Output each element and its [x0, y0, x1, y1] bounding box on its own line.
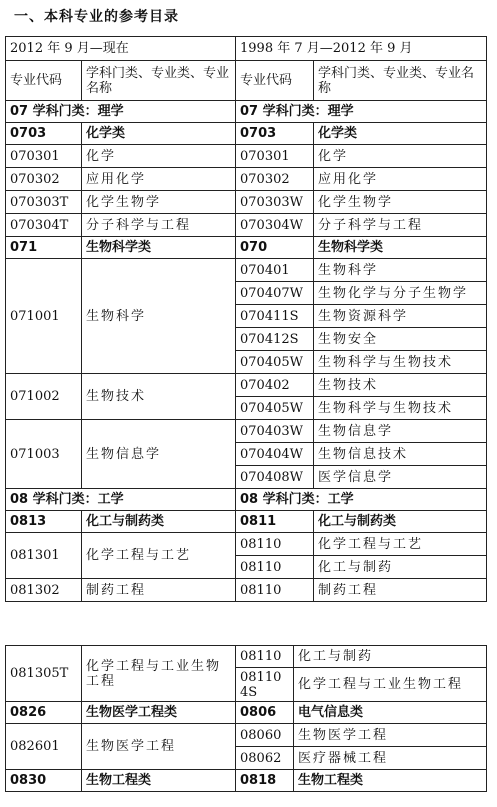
- major-name: 应用化学: [82, 168, 236, 191]
- major-code: 071003: [6, 420, 82, 489]
- major-name: 生物医学工程: [294, 724, 487, 747]
- class-name: 生物医学工程类: [82, 702, 236, 724]
- class-name: 生物科学类: [82, 237, 236, 259]
- major-code: 070411S: [236, 305, 314, 328]
- major-code: 08110: [236, 533, 314, 556]
- major-code: 070304W: [236, 214, 314, 237]
- catalog-table-part1: [5, 36, 487, 602]
- major-name: 医疗器械工程: [294, 747, 487, 770]
- major-name: 生物信息技术: [314, 443, 487, 466]
- major-name: 生物科学: [82, 259, 236, 374]
- major-code: 082601: [6, 724, 82, 770]
- major-name: 制药工程: [314, 579, 487, 602]
- class-code: 071: [6, 237, 82, 259]
- major-code: 070405W: [236, 351, 314, 374]
- major-name: 化学: [82, 145, 236, 168]
- left-period-header: 2012 年 9 月—现在: [6, 37, 236, 61]
- major-code: 08060: [236, 724, 294, 747]
- major-code: 070407W: [236, 282, 314, 305]
- class-name: 化学类: [82, 123, 236, 145]
- class-code: 0806: [236, 702, 294, 724]
- class-code: 0830: [6, 770, 82, 792]
- major-code: 070301: [6, 145, 82, 168]
- major-name: 化学工程与工业生物工程: [82, 646, 236, 702]
- major-name: 化学工程与工艺: [82, 533, 236, 579]
- class-name: 化工与制药类: [82, 511, 236, 533]
- class-name: 生物工程类: [82, 770, 236, 792]
- major-code: 08110: [236, 556, 314, 579]
- major-code: 070303W: [236, 191, 314, 214]
- class-name: 生物工程类: [294, 770, 487, 792]
- major-code: 070408W: [236, 466, 314, 489]
- major-name: 分子科学与工程: [82, 214, 236, 237]
- major-name: 生物技术: [314, 374, 487, 397]
- major-name: 生物化学与分子生物学: [314, 282, 487, 305]
- major-code: 070302: [236, 168, 314, 191]
- major-name: 生物技术: [82, 374, 236, 420]
- class-name: 生物科学类: [314, 237, 487, 259]
- major-name: 生物安全: [314, 328, 487, 351]
- major-name: 化学工程与工业生物工程: [294, 668, 487, 702]
- catalog-table-part2: [5, 645, 487, 792]
- major-code: 081302: [6, 579, 82, 602]
- right-name-header: 学科门类、专业类、专业名称: [314, 61, 487, 101]
- left-code-header: 专业代码: [6, 61, 82, 101]
- right-code-header: 专业代码: [236, 61, 314, 101]
- class-name: 化工与制药类: [314, 511, 487, 533]
- major-name: 化学: [314, 145, 487, 168]
- major-name: 化学工程与工艺: [314, 533, 487, 556]
- major-name: 生物信息学: [82, 420, 236, 489]
- major-code: 071001: [6, 259, 82, 374]
- right-period-header: 1998 年 7 月—2012 年 9 月: [236, 37, 487, 61]
- major-code: 08110: [236, 579, 314, 602]
- major-name: 生物科学: [314, 259, 487, 282]
- class-code: 0818: [236, 770, 294, 792]
- major-name: 化学生物学: [314, 191, 487, 214]
- major-name: 化工与制药: [294, 646, 487, 668]
- class-code: 0703: [236, 123, 314, 145]
- major-name: 生物医学工程: [82, 724, 236, 770]
- class-code: 0811: [236, 511, 314, 533]
- major-code: 070412S: [236, 328, 314, 351]
- major-code: 070303T: [6, 191, 82, 214]
- category-row-right: 07 学科门类：理学: [236, 101, 487, 123]
- category-row-left: 07 学科门类：理学: [6, 101, 236, 123]
- category-row-left: 08 学科门类：工学: [6, 489, 236, 511]
- major-code: 070401: [236, 259, 314, 282]
- major-name: 化工与制药: [314, 556, 487, 579]
- major-code: 070302: [6, 168, 82, 191]
- major-name: 制药工程: [82, 579, 236, 602]
- major-name: 生物信息学: [314, 420, 487, 443]
- class-code: 0813: [6, 511, 82, 533]
- major-code: 070403W: [236, 420, 314, 443]
- category-row-right: 08 学科门类：工学: [236, 489, 487, 511]
- left-name-header: 学科门类、专业类、专业名称: [82, 61, 236, 101]
- major-code: 071002: [6, 374, 82, 420]
- class-name: 电气信息类: [294, 702, 487, 724]
- major-code: 08110 4S: [236, 668, 294, 702]
- class-code: 0703: [6, 123, 82, 145]
- section-heading: 一、本科专业的参考目录: [14, 9, 179, 25]
- major-name: 生物科学与生物技术: [314, 397, 487, 420]
- major-code: 081305T: [6, 646, 82, 702]
- major-code: 070301: [236, 145, 314, 168]
- class-name: 化学类: [314, 123, 487, 145]
- major-code: 070404W: [236, 443, 314, 466]
- major-code: 070304T: [6, 214, 82, 237]
- major-code: 070405W: [236, 397, 314, 420]
- major-name: 医学信息学: [314, 466, 487, 489]
- major-name: 化学生物学: [82, 191, 236, 214]
- major-code: 081301: [6, 533, 82, 579]
- major-name: 应用化学: [314, 168, 487, 191]
- class-code: 0826: [6, 702, 82, 724]
- major-name: 生物科学与生物技术: [314, 351, 487, 374]
- major-code: 070402: [236, 374, 314, 397]
- major-code: 08062: [236, 747, 294, 770]
- major-code: 08110: [236, 646, 294, 668]
- major-name: 生物资源科学: [314, 305, 487, 328]
- class-code: 070: [236, 237, 314, 259]
- major-name: 分子科学与工程: [314, 214, 487, 237]
